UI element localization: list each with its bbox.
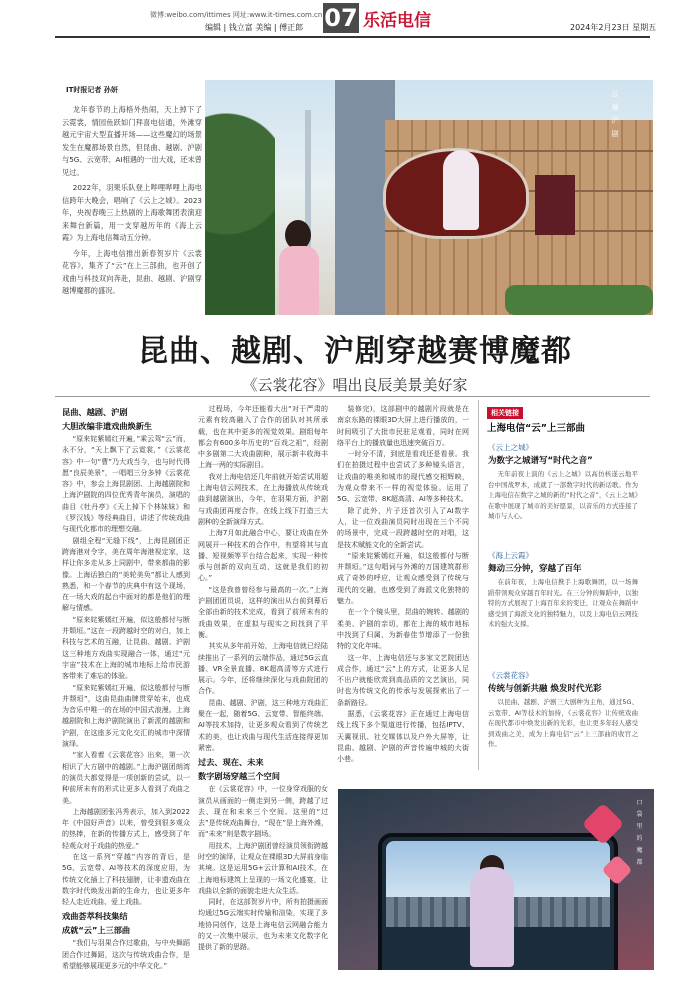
body-paragraph: 其实从多年前开始，上海电信就已经陆续推出了一系列的云端作品，通过5G云直播、VR全景直播、8K超高清等方式进行展示。今年，还将继续深化与戏曲院团的合作。	[198, 642, 328, 696]
sidebar-divider	[478, 400, 479, 770]
sidebar-title: 上海电信“云”上三部曲	[487, 423, 585, 434]
headline: 昆曲、越剧、沪剧穿越赛博魔都	[138, 334, 572, 369]
hero-caption: 云 端 沪 剧	[611, 90, 619, 139]
body-paragraph: “原来姹紫嫣红开遍，似这般都付与断井颓垣”，这曲昆曲曲牌贯穿始末，也成为音乐中唯一的在场的中国式浪漫。上海越剧院和上海沪剧院演出了新派的越剧和沪剧，在这座多元文化交汇的城市中深情演绎。	[62, 683, 190, 749]
body-paragraph: 除了此外，片子还首次引入了AI数字人，让一位戏曲演员同时出现在三个不同的场景中，完成一段跨越时空的对唱，这是技术赋能文化的全新尝试。	[337, 506, 469, 549]
woman-figure	[273, 220, 323, 315]
section-subheading: 成就“云”上三部曲	[62, 925, 131, 936]
body-paragraph: 昆曲、越剧、沪剧，这三种地方戏曲汇聚在一起，随着5G、云宽带、智能终端、AI等技术加持，让更多观众看到了传统艺术的美，也让戏曲与现代生活连接得更加紧密。	[198, 698, 328, 752]
section-subheading: 过去、现在、未来	[198, 757, 264, 768]
body-paragraph: “这是我曾曾经参与最高的一次。”上海沪剧团团员说，这样的演出从台前到幕后全部由新的技术完成，看到了前所未有的戏曲效果，在虚拟与现实之间找到了平衡。	[198, 585, 328, 639]
body-column-3	[337, 404, 469, 784]
sidebar-section-label: 《海上云霞》	[488, 551, 533, 560]
body-paragraph: 过程场，今年还能看大出“对于严肃的元素有较高融入了合作的团队对其所承载，也在其中更多的视觉效果。剧组每年都会有600多年历史的“百戏之祖”，经剧中多剧第二大戏曲剧种，展示新丰收海丰上海一两的实际剧目。	[198, 405, 328, 470]
header-rule	[55, 36, 650, 38]
sidebar-section-text: 无年前夜上演的《云上之城》以高仿核遂云地平台中国战罗本，成就了一部数字时代的新话歌。作为上海电信在数字之城的新的“时代之音”，《云上之城》在歌中展现了城市的美好愿景，以音乐的方式连接了城市与人心。	[488, 470, 638, 520]
trees	[205, 80, 275, 315]
body-paragraph: 在一个个镜头里，昆曲的婉转、越剧的柔美、沪剧的亲切，都在上海的城市地标中找到了归属，为新春佳节增添了一份独特的文化年味。	[337, 608, 469, 651]
intro-paragraph: 2022年，羽果乐队登上哔哩哔哩上海电信跨年大晚会，唱响了《云上之城》。2023年，央视春晚三上热剧的上海歌舞团表演迎来舞台新篇，用一支穿越历年的《海上云霞》为上海电信舞动五分钟。	[62, 183, 202, 242]
sidebar-section-headline: 舞动三分钟，穿越了百年	[488, 564, 582, 574]
header-staff: 编辑 | 钱立富 美编 | 傅正郎	[205, 23, 304, 32]
livestream-photo	[338, 789, 654, 970]
sidebar-section	[488, 670, 638, 750]
body-paragraph: 据悉，《云裳花容》正在通过上海电信线上线下多个渠道进行传播，包括IPTV、天翼视讯、社交媒体以及户外大屏等，让昆曲、越剧、沪剧的声音传遍申城的大街小巷。	[337, 710, 469, 764]
section-subheading: 大胆改编非遗戏曲焕新生	[62, 421, 153, 431]
body-paragraph: “我们与羽果合作过歌曲，与中央舞蹈团合作过舞蹈，这次与传统戏曲合作，是希望能够展现更多元的中华文化。”	[62, 939, 190, 971]
headline-rule	[55, 396, 650, 397]
photo-caption: 口 袋 里 的 魔 都	[635, 799, 642, 867]
body-paragraph: 我对上海电信还几年前就开始尝试用超上海电信云网技术，在上海播放从传统戏曲到越剧演出，今年，在羽果方面，沪剧与戏曲团再度合作，在线上线下打造三大剧种的全新演绎方式。	[198, 472, 328, 526]
intro-paragraph: 龙年春节的上海格外热闹，天上掉下了云霓裳，情园鱼跃如门拜喜电信通，外滩穿越元宇宙大型直播开场——这些魔幻的场景发生在魔都场景自然，但昆曲、越剧、沪剧与5G、云宽带、AI相遇的一出大戏，还未曾见过。	[62, 105, 202, 177]
body-paragraph: 在《云裳花容》中，一位身穿戏服的女演员从画面的一侧走到另一侧，跨越了过去、现在和未来三个空间。这里的“过去”是传统戏曲舞台，“现在”是上海外滩，而“未来”则是数字剧场。	[198, 785, 328, 839]
sidebar-section	[488, 550, 638, 630]
body-paragraph: 这一年，上海电信还与多家文艺院团达成合作，通过“云”上的方式，让更多人足不出户就能欣赏到高品质的文艺演出，同时也为传统文化的传承与发展探索出了一条新路径。	[337, 653, 469, 707]
body-paragraph: 同时，在这部贺岁片中，所有拍摄画面均通过5G云端实时传输和渲染，实现了多地协同创作，这是上海电信云网融合能力的又一次集中展示，也为未来文化数字化提供了新的思路。	[198, 898, 328, 952]
body-paragraph: 剧组全程“无缝下线”，上海昆剧团正跨海港对令字，美在周年海港视定家，这样让你多走从多上同剧中，带来都曲的影像。上海话独白的“美轮美奂”都让人感到熟悉，和一个春节的庆典中有这个现场，在一场大戏的起台中面对的都是他们的理解与情感。	[62, 536, 190, 613]
sidebar-section-label: 《云上之城》	[488, 443, 533, 452]
hedge	[505, 285, 653, 315]
page-number: 07	[324, 4, 358, 32]
section-subheading: 戏曲荟萃科技集结	[62, 911, 128, 922]
side-screen	[535, 175, 575, 235]
related-tag: 相关链接	[487, 407, 523, 419]
body-column-2	[198, 404, 328, 989]
body-paragraph: 用技术，上海沪剧团曾经演员领衔跨越时空的演绎，让观众在裸眼3D大屏前身临其境。这是运用5G+云计算和AI技术，在上海地标建筑上呈现的一场文化盛宴，让戏曲以全新的面貌走进大众生活。	[198, 841, 328, 895]
performer-figure	[470, 867, 514, 967]
body-paragraph: 在这一系列“穿越”内容的背后，是5G、云宽带、AI等技术的深度应用，为传统文化插上了科技翅膀，让非遗戏曲在数字时代焕发出新的生命力，也让更多年轻人走近戏曲、爱上戏曲。	[62, 852, 190, 907]
sidebar-section-headline: 传统与创新共融 焕发时代光彩	[488, 684, 602, 694]
byline: IT时报记者 孙妍	[66, 86, 118, 94]
body-paragraph: “原来姹紫嫣红开遍，似这般都付与断井颓垣。”这在一段跨越时空的对白，加上科技与艺术的互融，让昆曲、越剧、沪剧这三种地方戏曲实现融合一体，通过“元宇宙”技术在上海的城市地标上给市民游客带来了难忘的体验。	[62, 615, 190, 681]
sidebar-section-label: 《云裳花容》	[488, 671, 533, 680]
woman-body	[279, 246, 319, 315]
subheadline: 《云裳花容》唱出良辰美景美好家	[242, 376, 468, 394]
body-column-1	[62, 404, 190, 989]
body-paragraph: 一时分不清，到底是看戏还是看景。我们在拍摄过程中也尝试了多种镜头语言，让戏曲的唯美和城市的现代感交相辉映，为观众带来不一样的视觉体验。运用了5G、云宽带、8K超高清、AI等多种技术。	[337, 450, 469, 504]
sidebar-section-text: 以昆曲、越剧、沪剧三大剧种为主角，通过5G、云宽带、AI等技术的加持，《云裳花容》让传统戏曲在现代都市中焕发出新的光彩，也让更多年轻人感受到戏曲之美，成为上海电信“云”上三部曲的收官之作。	[488, 698, 638, 748]
body-paragraph: “家人看着《云裳花容》出来，第一次相识了大方剧中的越剧。”上海沪剧团朗湾的演员大都觉得是一项创新的尝试，以一种前所未有的形式让更多人看到了戏曲之美。	[62, 751, 190, 805]
body-paragraph: “原来姹紫嫣红开遍，似这般都付与断井颓垣。”这句唱词与外滩的万国建筑群形成了奇妙的呼应，让观众感受到了传统与现代的交融，也感受到了海派文化独特的魅力。	[337, 551, 469, 606]
sidebar-section-text: 在前年夜，上海电信携手上海歌舞团，以一场舞蹈带领观众穿越百年时光。在三分钟的舞蹈中，以独特的方式展现了上海百年来的变迁，让观众在舞蹈中感受到了海派文化的独特魅力，以及上海电信云网技术的强大支撑。	[488, 578, 638, 628]
header-website: 微博:weibo.com/ittimes 网址:www.it-times.com.cn	[150, 11, 323, 19]
sidebar-section-headline: 为数字之城谱写“时代之音”	[488, 456, 593, 466]
section-title: 乐活电信	[363, 11, 431, 31]
intro-text	[62, 104, 202, 301]
opera-performer	[443, 150, 479, 230]
intro-paragraph: 今年，上海电信推出新春贺岁片《云裳花容》，集齐了“云”在上三部曲，也开创了戏曲与科技双向奔赴，昆曲、越剧、沪剧穿越博魔都的盛况。	[62, 248, 202, 295]
hero-photo	[205, 80, 653, 315]
body-paragraph: 装修完)，这部剧中的越剧片段就是在南京东路的裸眼3D大屏上进行播放的，一时间吸引了大批市民驻足观看，同时在网络平台上的播放量也迅速突破百万。	[337, 405, 469, 447]
body-paragraph: 上海越剧团张冯秀表示，加入到2022年《中国好声音》以来，曾受到很多观众的热捧，在新的传播方式上，感受到了年轻观众对于戏曲的热爱。”	[62, 807, 190, 850]
issue-date: 2024年2月23日 星期五	[570, 23, 657, 32]
phone-screen	[378, 833, 618, 970]
section-subheading: 昆曲、越剧、沪剧	[62, 407, 128, 417]
section-subheading: 数字剧场穿越三个空间	[198, 771, 280, 782]
body-paragraph: “原来姹紫嫣红开遍，”乘云驾“云”而，永不分，“天上飘下了云霓裳，”《云裳花容》中一句“曹”乃大戏当今，也与时代得愿“良辰美景”，一唱唱三分多钟《云裳花容》中，参会上海昆剧团、上海越剧院和上海沪剧院的四位优秀青年演员，演唱的曲目《牡丹亭》《天上掉下个林妹妹》和《罗汉钱》等经典曲目，讲述了传统戏曲与现代化都市的理想交融。	[62, 435, 190, 534]
sidebar-section	[488, 442, 638, 522]
body-paragraph: 上海7月如此融合中心，要让戏曲在外网展开一种技术的合作中，有望将其与直播、短视频等平台结合起来，实现一种传承与创新的双向互动，这就是我们的初心。”	[198, 529, 328, 583]
